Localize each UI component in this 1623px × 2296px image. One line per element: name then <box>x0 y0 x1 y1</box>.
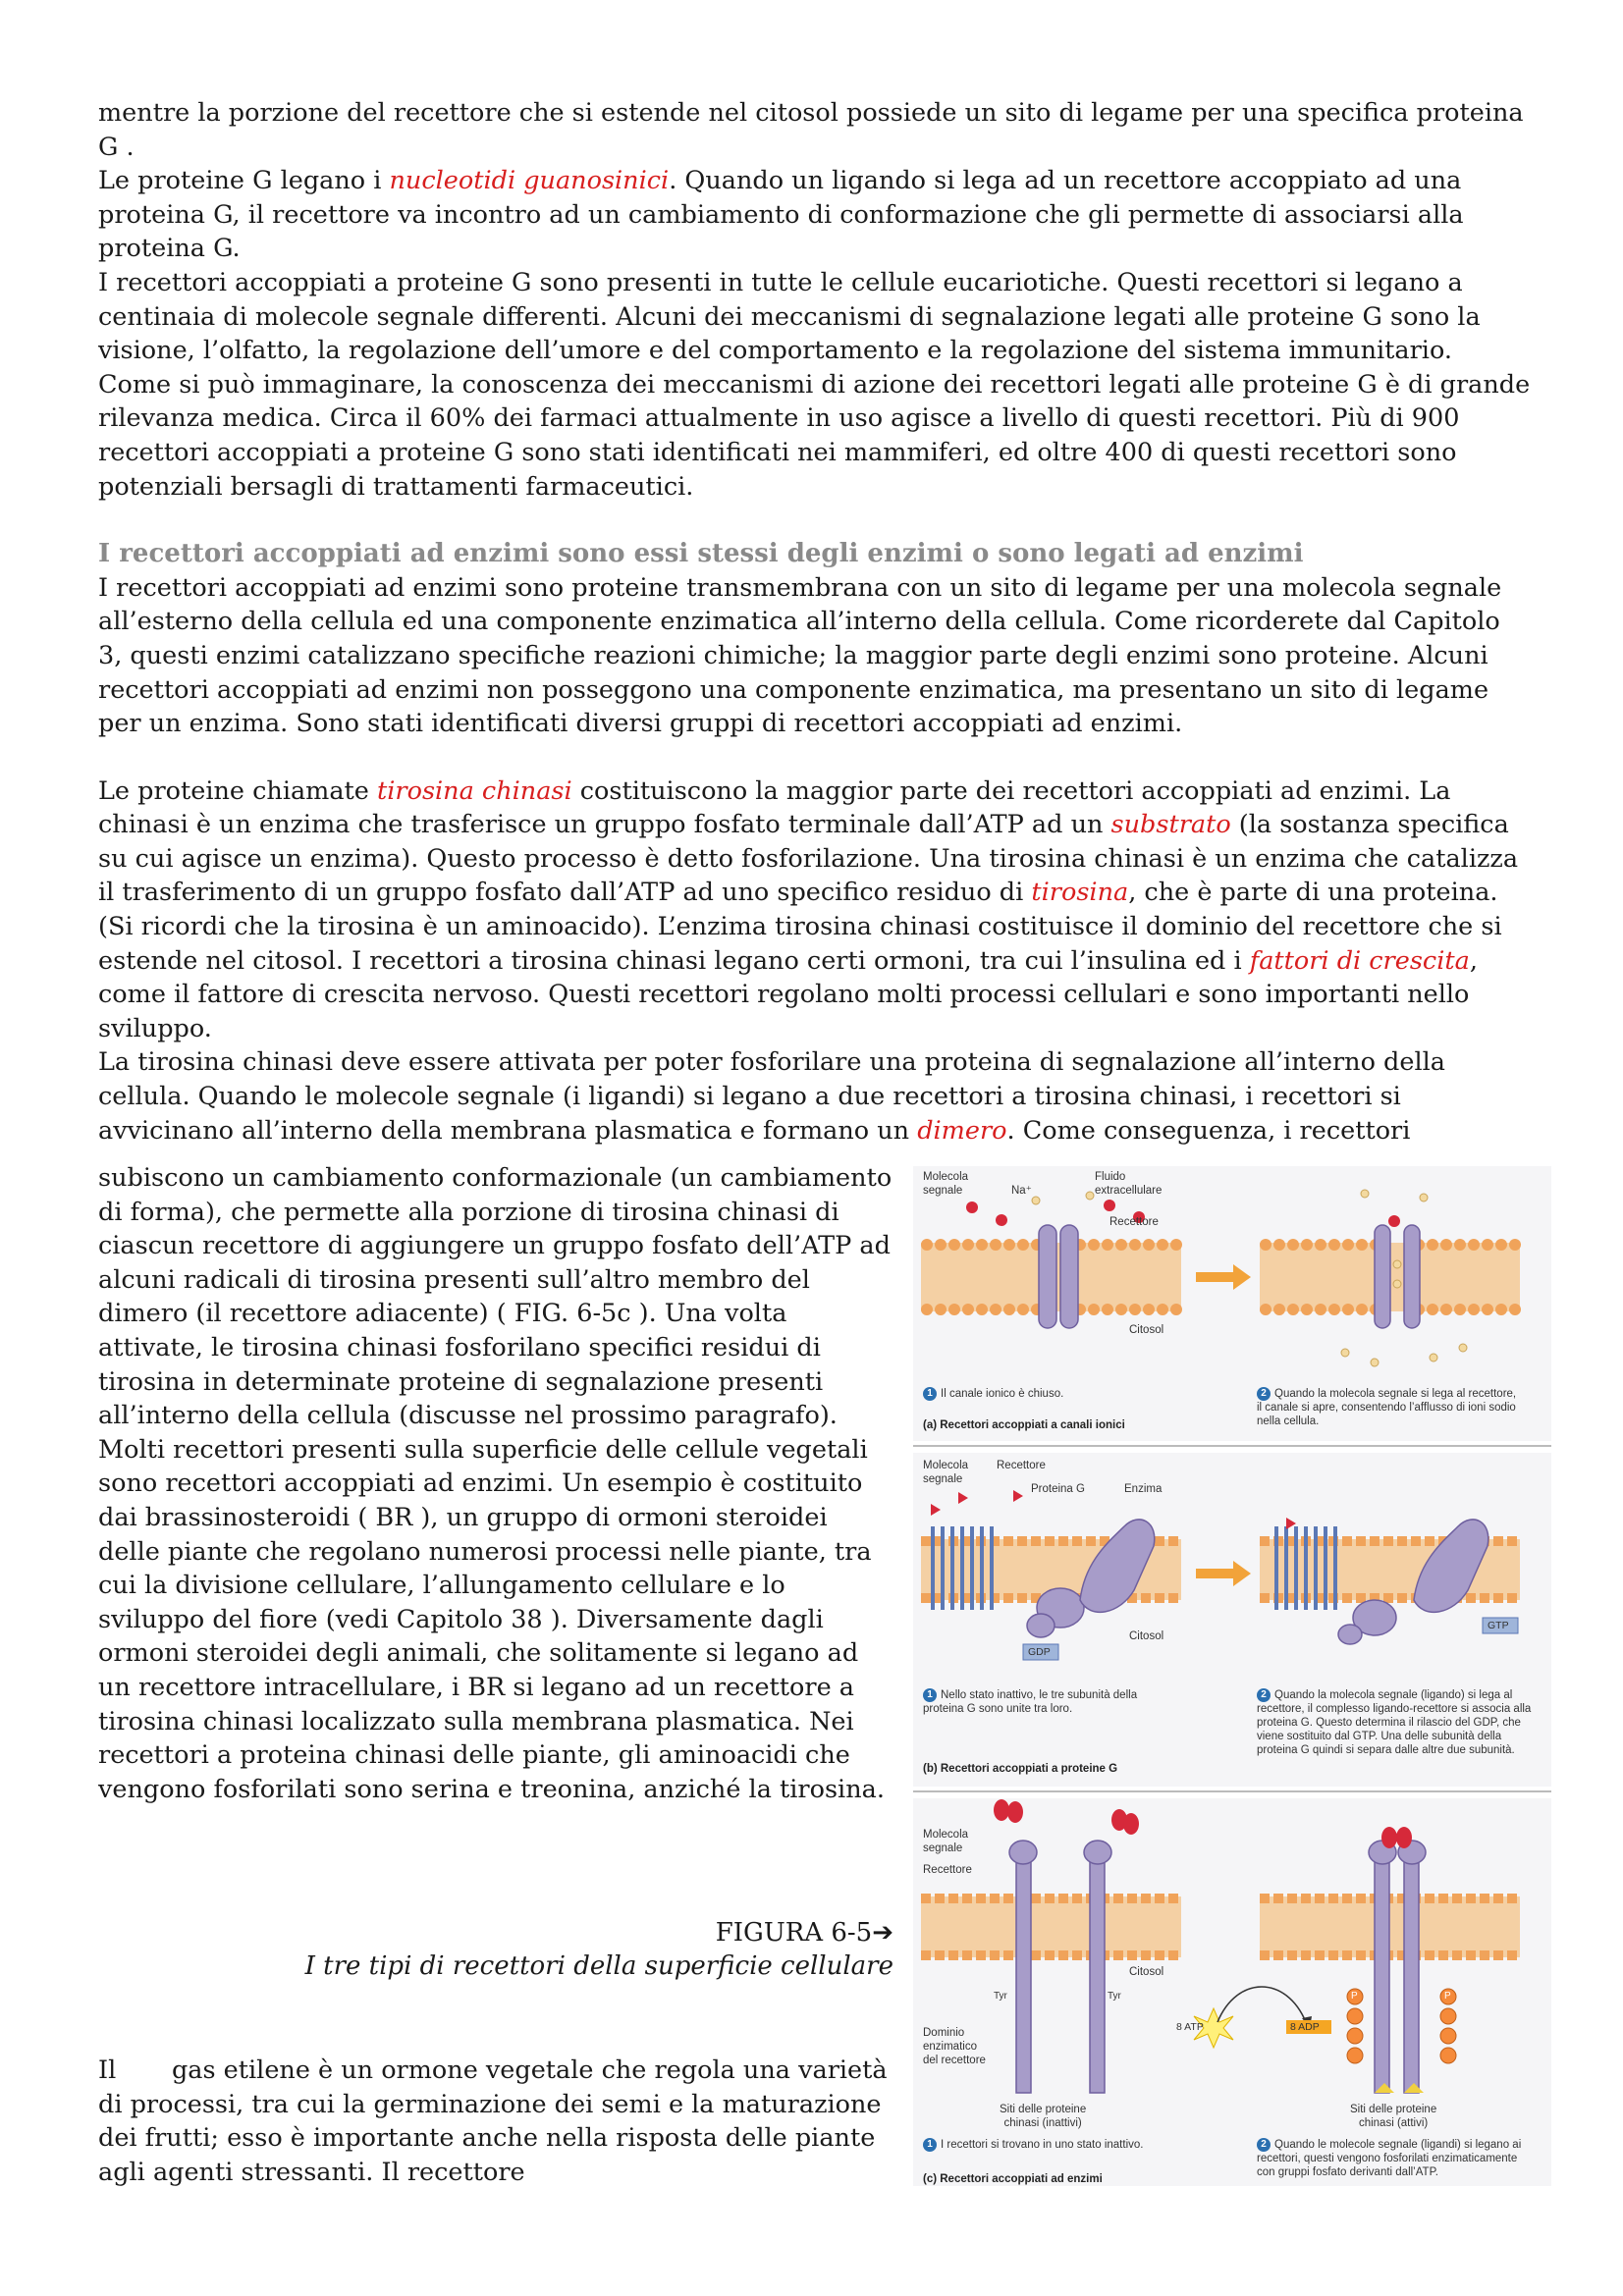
column-text <box>98 1161 893 1806</box>
step-1: 1 I recettori si trovano in uno stato inattivo. <box>923 2138 1188 2152</box>
highlight-term: nucleotidi guanosinici <box>389 166 670 196</box>
paragraph: Molti recettori presenti sulla superficie delle cellule vegetali sono recettori accoppiati ad enzimi. Un esempio è costituito dai brassinosteroidi ( BR ), un gruppo di ormoni steroidei delle piante che regolano numerosi processi nelle piante, tra cui la divisione cellulare, l’allungamento cellulare e lo sviluppo del fiore (vedi Capitolo 38 ). Diversamente dagli ormoni steroidei degli animali, che solitamente si legano ad un recettore intracellulare, i BR si legano ad un recettore a tirosina chinasi localizzato sulla membrana plasmatica. Nei recettori a proteina chinasi delle piante, gli aminoacidi che vengono fosforilati sono serina e treonina, anziché la tirosina. <box>98 1434 885 1804</box>
paragraph: mentre la porzione del recettore che si estende nel citosol possiede un sito di legame per una specifica proteina G . <box>98 98 1524 162</box>
step-badge: 2 <box>1257 2138 1271 2152</box>
label-molecola-segnale: Molecola segnale <box>923 1829 969 1854</box>
highlight-term: fattori di crescita <box>1249 945 1470 976</box>
label-citosol: Citosol <box>1129 1324 1164 1336</box>
ligands <box>994 1799 1412 1848</box>
paragraph: Le proteine G legano i nucleotidi guanosinici. Quando un ligando si lega ad un recettore accoppiato ad una proteina G, il recettore va incontro ad un cambiamento di conformazione che gli permette di associarsi alla proteina G. <box>98 166 1464 264</box>
label-recettore: Recettore <box>923 1864 972 1876</box>
panel-title: (b) Recettori accoppiati a proteine G <box>923 1763 1118 1775</box>
ligands <box>931 1490 1296 1529</box>
paragraph: Il gas etilene è un ormone vegetale che regola una varietà di processi, tra cui la germinazione dei semi e la maturazione dei frutti; esso è importante anche nella risposta delle piante agli agenti stressanti. Il recettore <box>98 2056 895 2187</box>
phosphate-groups <box>1347 1989 1456 2063</box>
membrane <box>921 1896 1520 1957</box>
highlight-term: dimero <box>917 1115 1007 1146</box>
figure-caption: I tre tipi di recettori della superficie cellulare <box>304 1951 893 1981</box>
highlight-term: substrato <box>1110 810 1231 840</box>
label-citosol: Citosol <box>1129 1966 1164 1978</box>
step-1: 1 Nello stato inattivo, le tre subunità della proteina G sono unite tra loro. <box>923 1689 1138 1715</box>
document-body <box>98 96 1532 1148</box>
label-adp: 8 ADP <box>1290 2021 1320 2033</box>
paragraph: subiscono un cambiamento conformazionale (un cambiamento di forma), che permette alla porzione di tirosina chinasi di ciascun recettore di aggiungere un gruppo fosfato dell’ATP ad alcuni radicali di tirosina presenti sull’altro membro del dimero (il recettore adiacente) ( FIG. 6-5c ). Una volta attivate, le tirosina chinasi fosforilano specifici residui di tirosina in determinate proteine di segnalazione presenti all’interno della cellula (discusse nel prossimo paragrafo). <box>98 1163 893 1431</box>
label-citosol: Citosol <box>1129 1630 1164 1642</box>
label-atp: 8 ATP <box>1176 2021 1204 2033</box>
step-badge: 2 <box>1257 1688 1271 1702</box>
figure-6-5 <box>913 1166 1551 2192</box>
step-2: 2 Quando le molecole segnale (ligandi) si legano ai recettori, questi vengono fosforilati enzimaticamente con gruppi fosfato derivanti dall’ATP. <box>1257 2139 1522 2178</box>
label-gtp: GTP <box>1488 1620 1509 1631</box>
label-proteina-g: Proteina G <box>1031 1483 1085 1495</box>
label-na: Na⁺ <box>1011 1185 1032 1197</box>
paragraph: I recettori accoppiati ad enzimi sono proteine transmembrana con un sito di legame per una molecola segnale all’esterno della cellula ed una componente enzimatica all’interno della cellula. Come ricorderete dal Capitolo 3, questi enzimi catalizzano specifiche reazioni chimiche; la maggior parte degli enzimi sono proteine. Alcuni recettori accoppiati ad enzimi non posseggono una componente enzimatica, ma presentano un sito di legame per un enzima. Sono stati identificati diversi gruppi di recettori accoppiati ad enzimi. <box>98 572 1502 739</box>
figure-reference: FIGURA 6-5➔ <box>715 1918 893 1948</box>
step-badge: 2 <box>1257 1387 1271 1401</box>
label-tyr: Tyr <box>994 1991 1007 2002</box>
step-2: 2 Quando la molecola segnale si lega al recettore, il canale si apre, consentendo l’afflusso di ioni sodio nella cellula. <box>1257 1388 1517 1427</box>
label-tyr: Tyr <box>1108 1991 1121 2002</box>
step-badge: 1 <box>923 1387 937 1401</box>
label-recettore: Recettore <box>1109 1216 1159 1228</box>
step-badge: 1 <box>923 2138 937 2152</box>
label-phosphate: P <box>1351 1991 1358 2002</box>
panel-g-protein <box>913 1453 1551 1787</box>
label-dominio: Dominio enzimatico del recettore <box>923 2027 986 2066</box>
label-gdp: GDP <box>1028 1646 1051 1658</box>
panel-ion-channel <box>913 1166 1551 1441</box>
column-text <box>98 2054 893 2189</box>
step-1: 1 Il canale ionico è chiuso. <box>923 1387 1198 1401</box>
paragraph: Le proteine chiamate tirosina chinasi costituiscono la maggior parte dei recettori accoppiati ad enzimi. La chinasi è un enzima che trasferisce un gruppo fosfato terminale dall’ATP ad un substrato (la sostanza specifica su cui agisce un enzima). Questo processo è detto fosforilazione. Una tirosina chinasi è un enzima che catalizza il trasferimento di un gruppo fosfato dall’ATP ad uno specifico residuo di tirosina, che è parte di una proteina. (Si ricordi che la tirosina è un aminoacido). L’enzima tirosina chinasi costituisce il dominio del recettore che si estende nel citosol. I recettori a tirosina chinasi legano certi ormoni, tra cui l’insulina ed i fattori di crescita, come il fattore di crescita nervoso. Questi recettori regolano molti processi cellulari e sono importanti nello sviluppo. <box>98 775 1519 1043</box>
signal-molecules <box>966 1200 1400 1227</box>
panel-enzyme-linked <box>913 1798 1551 2186</box>
step-badge: 1 <box>923 1688 937 1702</box>
section-heading: I recettori accoppiati ad enzimi sono essi stessi degli enzimi o sono legati ad enzimi <box>98 539 1304 569</box>
label-fluido: Fluido extracellulare <box>1095 1171 1163 1197</box>
paragraph: La tirosina chinasi deve essere attivata per poter fosforilare una proteina di segnalazione all’interno della cellula. Quando le molecole segnale (i ligandi) si legano a due recettori a tirosina chinasi, i recettori si avvicinano all’interno della membrana plasmatica e formano un dimero. Come conseguenza, i recettori <box>98 1047 1445 1146</box>
arrow-icon <box>1196 1561 1251 1586</box>
label-enzima: Enzima <box>1124 1483 1163 1495</box>
panel-title: (c) Recettori accoppiati ad enzimi <box>923 2173 1103 2185</box>
label-siti-attivi: Siti delle proteine chinasi (attivi) <box>1350 2104 1437 2129</box>
label-recettore: Recettore <box>997 1460 1046 1471</box>
label-phosphate: P <box>1444 1991 1451 2002</box>
label-molecola-segnale: Molecola segnale <box>923 1171 969 1197</box>
arrow-icon <box>1196 1264 1251 1290</box>
highlight-term: tirosina <box>1031 878 1129 908</box>
label-siti-inattivi: Siti delle proteine chinasi (inattivi) <box>1000 2104 1087 2129</box>
label-molecola-segnale: Molecola segnale <box>923 1460 969 1485</box>
highlight-term: tirosina chinasi <box>377 775 572 806</box>
panel-title: (a) Recettori accoppiati a canali ionici <box>923 1419 1125 1431</box>
paragraph: I recettori accoppiati a proteine G sono presenti in tutte le cellule eucariotiche. Questi recettori si legano a centinaia di molecole segnale differenti. Alcuni dei meccanismi di segnalazione legati alle proteine G sono la visione, l’olfatto, la regolazione dell’umore e del comportamento e la regolazione del sistema immunitario. Come si può immaginare, la conoscenza dei meccanismi di azione dei recettori legati alle proteine G è di grande rilevanza medica. Circa il 60% dei farmaci attualmente in uso agisce a livello di questi recettori. Più di 900 recettori accoppiati a proteine G sono stati identificati nei mammiferi, ed oltre 400 di questi recettori sono potenziali bersagli di trattamenti farmaceutici. <box>98 267 1531 502</box>
step-2: 2 Quando la molecola segnale (ligando) si lega al recettore, il complesso ligando-recettore si associa alla proteina G. Questo determina il rilascio del GDP, che viene sostituito dal GTP. Una delle subunità della proteina G quindi si separa dalle altre due subunità. <box>1257 1689 1532 1756</box>
